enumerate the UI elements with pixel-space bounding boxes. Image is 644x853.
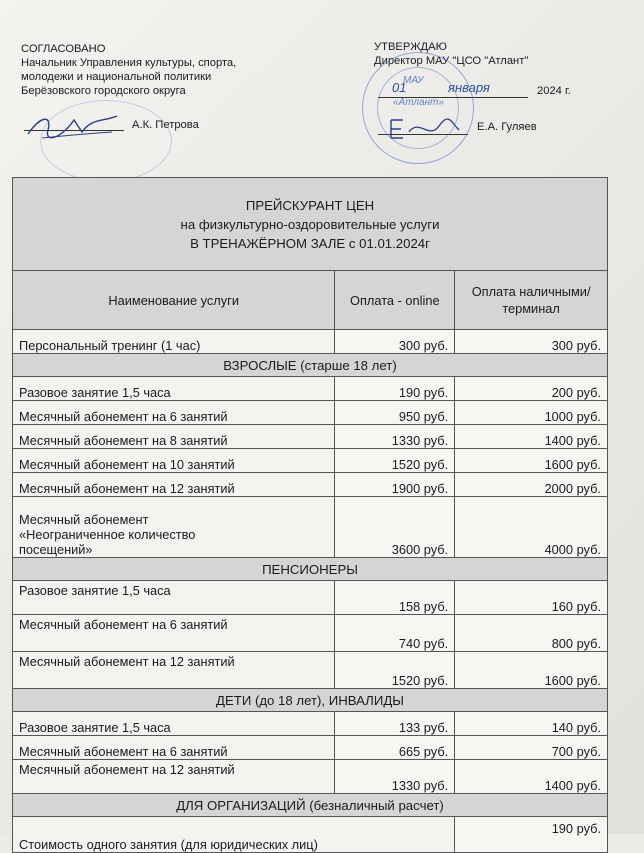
approval-right-line1: Директор МАУ "ЦСО "Атлант" <box>374 55 529 67</box>
price-cash: 1000 руб. <box>455 401 608 425</box>
price-online: 1330 руб. <box>335 760 455 794</box>
price-cash: 140 руб. <box>455 712 608 736</box>
unlimited-line3: посещений» <box>19 542 93 557</box>
service-name: Персональный тренинг (1 час) <box>13 330 335 354</box>
signer-right: Е.А. Гуляев <box>477 121 537 133</box>
section-adults: ВЗРОСЛЫЕ (старше 18 лет) <box>13 354 608 377</box>
service-name: Месячный абонемент на 8 занятий <box>13 425 335 449</box>
signer-left: А.К. Петрова <box>132 119 199 131</box>
unlimited-line1: Месячный абонемент <box>19 512 149 527</box>
approval-left-heading: СОГЛАСОВАНО <box>21 43 106 55</box>
table-row <box>13 473 608 497</box>
approval-left-line1: Начальник Управления культуры, спорта, <box>21 57 237 69</box>
price-online: 950 руб. <box>335 401 455 425</box>
stamp-org: МАУ <box>403 75 424 86</box>
table-row <box>13 377 608 401</box>
price-online: 1900 руб. <box>335 473 455 497</box>
price-cash: 1400 руб. <box>455 760 608 794</box>
section-pensioners: ПЕНСИОНЕРЫ <box>13 558 608 581</box>
section-orgs: ДЛЯ ОРГАНИЗАЦИЙ (безналичный расчет) <box>13 794 608 817</box>
service-name: Месячный абонемент на 10 занятий <box>13 449 335 473</box>
price-online: 3600 руб. <box>335 497 455 558</box>
price-cash: 1400 руб. <box>455 425 608 449</box>
title-row <box>13 178 608 271</box>
price-online: 1330 руб. <box>335 425 455 449</box>
title-line2: на физкультурно-оздоровительные услуги <box>180 216 440 232</box>
stamp-right <box>362 52 474 164</box>
price-cash: 160 руб. <box>455 581 608 615</box>
col-online-header: Оплата - online <box>335 271 455 330</box>
service-name: Месячный абонемент на 6 занятий <box>13 615 335 652</box>
price-cash: 700 руб. <box>455 736 608 760</box>
price-cash: 200 руб. <box>455 377 608 401</box>
approval-left-line3: Берёзовского городского округа <box>21 85 186 97</box>
pricelist-title <box>13 178 608 271</box>
table-row <box>13 736 608 760</box>
section-row <box>13 689 608 712</box>
section-row <box>13 354 608 377</box>
service-name: Месячный абонемент на 12 занятий <box>13 473 335 497</box>
table-row <box>13 817 608 853</box>
price-cash: 300 руб. <box>455 330 608 354</box>
title-line1: ПРЕЙСКУРАНТ ЦЕН <box>245 197 375 213</box>
date-month: января <box>448 80 490 95</box>
price-online: 190 руб. <box>335 377 455 401</box>
table-row <box>13 760 608 794</box>
section-row <box>13 558 608 581</box>
table-row <box>13 712 608 736</box>
stamp-name: «Атлант» <box>393 97 444 108</box>
approval-left <box>21 42 236 98</box>
price-cash: 4000 руб. <box>455 497 608 558</box>
service-name: Месячный абонемент на 6 занятий <box>13 401 335 425</box>
table-row <box>13 615 608 652</box>
table-row <box>13 652 608 689</box>
service-name: Разовое занятие 1,5 часа <box>13 377 335 401</box>
table-row <box>13 449 608 473</box>
table-row <box>13 581 608 615</box>
service-name: Стоимость одного занятия (для юридических лиц) <box>13 817 455 853</box>
price-cash: 1600 руб. <box>455 652 608 689</box>
service-name: Разовое занятие 1,5 часа <box>13 581 335 615</box>
date-day: 01 <box>392 80 407 95</box>
price-online: 158 руб. <box>335 581 455 615</box>
price-cash: 2000 руб. <box>455 473 608 497</box>
section-children: ДЕТИ (до 18 лет), ИНВАЛИДЫ <box>13 689 608 712</box>
unlimited-line2: «Неограниченное количество <box>19 527 196 542</box>
service-name: Месячный абонемент на 12 занятий <box>13 760 335 794</box>
stamp-left <box>40 100 172 182</box>
service-name: Месячный абонемент на 6 занятий <box>13 736 335 760</box>
price-org: 190 руб. <box>455 817 608 853</box>
price-online: 1520 руб. <box>335 449 455 473</box>
header-row <box>13 271 608 330</box>
table-row <box>13 401 608 425</box>
title-line3: В ТРЕНАЖЁРНОМ ЗАЛЕ с 01.01.2024г <box>190 235 430 251</box>
table-row <box>13 497 608 558</box>
service-name-unlimited <box>13 497 335 558</box>
col-cash-header: Оплата наличными/ терминал <box>455 271 608 330</box>
approval-right-heading: УТВЕРЖДАЮ <box>374 41 447 53</box>
service-name: Разовое занятие 1,5 часа <box>13 712 335 736</box>
table-row <box>13 330 608 354</box>
approval-left-line2: молодежи и национальной политики <box>21 71 212 83</box>
price-online: 665 руб. <box>335 736 455 760</box>
price-table <box>12 177 608 853</box>
col-service-header: Наименование услуги <box>13 271 335 330</box>
section-row <box>13 794 608 817</box>
price-online: 1520 руб. <box>335 652 455 689</box>
service-name: Месячный абонемент на 12 занятий <box>13 652 335 689</box>
date-year: 2024 г. <box>537 85 571 97</box>
price-online: 300 руб. <box>335 330 455 354</box>
price-online: 740 руб. <box>335 615 455 652</box>
price-cash: 1600 руб. <box>455 449 608 473</box>
price-cash: 800 руб. <box>455 615 608 652</box>
table-row <box>13 425 608 449</box>
price-online: 133 руб. <box>335 712 455 736</box>
